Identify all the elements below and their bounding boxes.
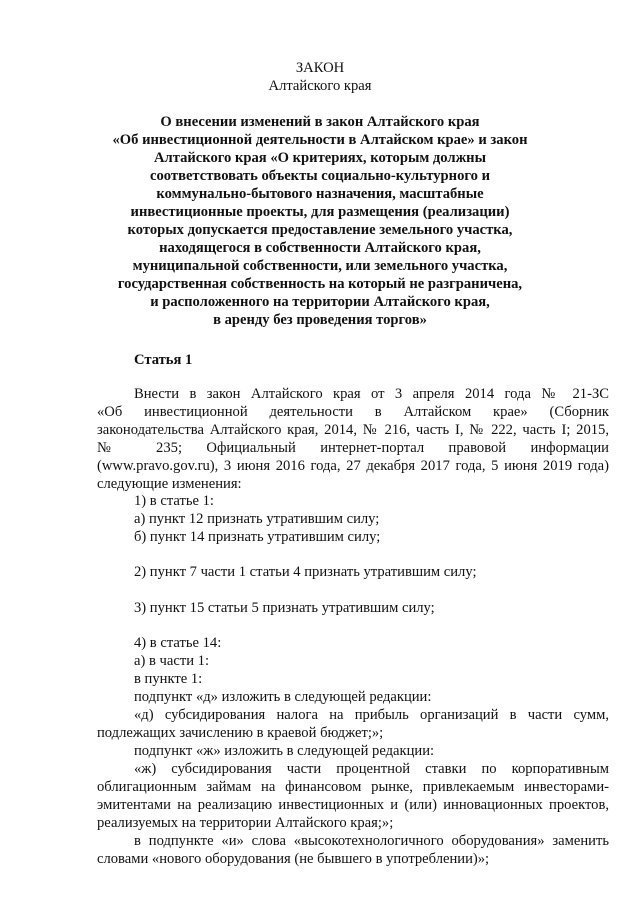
subpoint-zh-line: облигационным займам на финансовом рынке, привлекаемым инвесторами- (97, 779, 609, 795)
subpoint-zh-line: реализуемых на территории Алтайского края;»; (97, 815, 394, 831)
title-line: находящегося в собственности Алтайского края, (159, 240, 481, 256)
title-line: «Об инвестиционной деятельности в Алтайском крае» и закон (112, 132, 528, 148)
title-line: муниципальной собственности, или земельного участка, (132, 258, 508, 274)
article-heading: Статья 1 (134, 352, 193, 368)
subpoint-i-line: в подпункте «и» слова «высокотехнологичного оборудования» заменить (134, 833, 609, 849)
item-4a: а) в части 1: (134, 653, 210, 669)
intro-line: (www.pravo.gov.ru), 3 июня 2016 года, 27 декабря 2017 года, 5 июня 2019 года) (97, 458, 609, 474)
title-line: О внесении изменений в закон Алтайского края (160, 114, 480, 130)
subpoint-zh-intro: подпункт «ж» изложить в следующей редакции: (134, 743, 435, 759)
title-line: в аренду без проведения торгов» (213, 312, 427, 328)
item-3: 3) пункт 15 статьи 5 признать утратившим силу; (134, 600, 435, 616)
title-line: коммунально-бытового назначения, масштабные (156, 186, 484, 202)
doc-type: ЗАКОН (295, 60, 345, 76)
title-line: государственная собственность на который не разграничена, (117, 276, 523, 292)
subpoint-d-line: «д) субсидирования налога на прибыль организаций в части сумм, (134, 707, 609, 723)
item-1a: а) пункт 12 признать утратившим силу; (134, 511, 380, 527)
doc-region: Алтайского края (268, 78, 372, 94)
intro-line: «Об инвестиционной деятельности в Алтайском крае» (Сборник (97, 404, 609, 420)
item-1: 1) в статье 1: (134, 493, 214, 509)
subpoint-i-line: словами «нового оборудования (не бывшего в употреблении)»; (97, 851, 490, 867)
intro-line: законодательства Алтайского края, 2014, № 216, часть I, № 222, часть I; 2015, (97, 422, 609, 438)
subpoint-d-line: подлежащих зачислению в краевой бюджет;»; (97, 725, 384, 741)
title-line: которых допускается предоставление земельного участка, (127, 222, 513, 238)
subpoint-d-intro: подпункт «д» изложить в следующей редакции: (134, 689, 432, 705)
title-line: Алтайского края «О критериях, которым должны (154, 150, 486, 166)
item-1b: б) пункт 14 признать утратившим силу; (134, 529, 381, 545)
intro-line: следующие изменения: (97, 476, 242, 492)
subpoint-zh-line: «ж) субсидирования части процентной ставки по корпоративным (134, 761, 609, 777)
item-2: 2) пункт 7 части 1 статьи 4 признать утратившим силу; (134, 564, 477, 580)
item-4: 4) в статье 14: (134, 635, 222, 651)
title-line: соответствовать объекты социально-культурного и (150, 168, 490, 184)
title-line: инвестиционные проекты, для размещения (реализации) (130, 204, 510, 220)
intro-line: № 235; Официальный интернет-портал правовой информации (97, 440, 609, 456)
subpoint-zh-line: эмитентами на реализацию инвестиционных и (или) инновационных проектов, (97, 797, 609, 813)
intro-line: Внести в закон Алтайского края от 3 апреля 2014 года № 21-ЗС (134, 386, 609, 402)
item-4a-point: в пункте 1: (134, 671, 203, 687)
title-line: и расположенного на территории Алтайского края, (150, 294, 490, 310)
